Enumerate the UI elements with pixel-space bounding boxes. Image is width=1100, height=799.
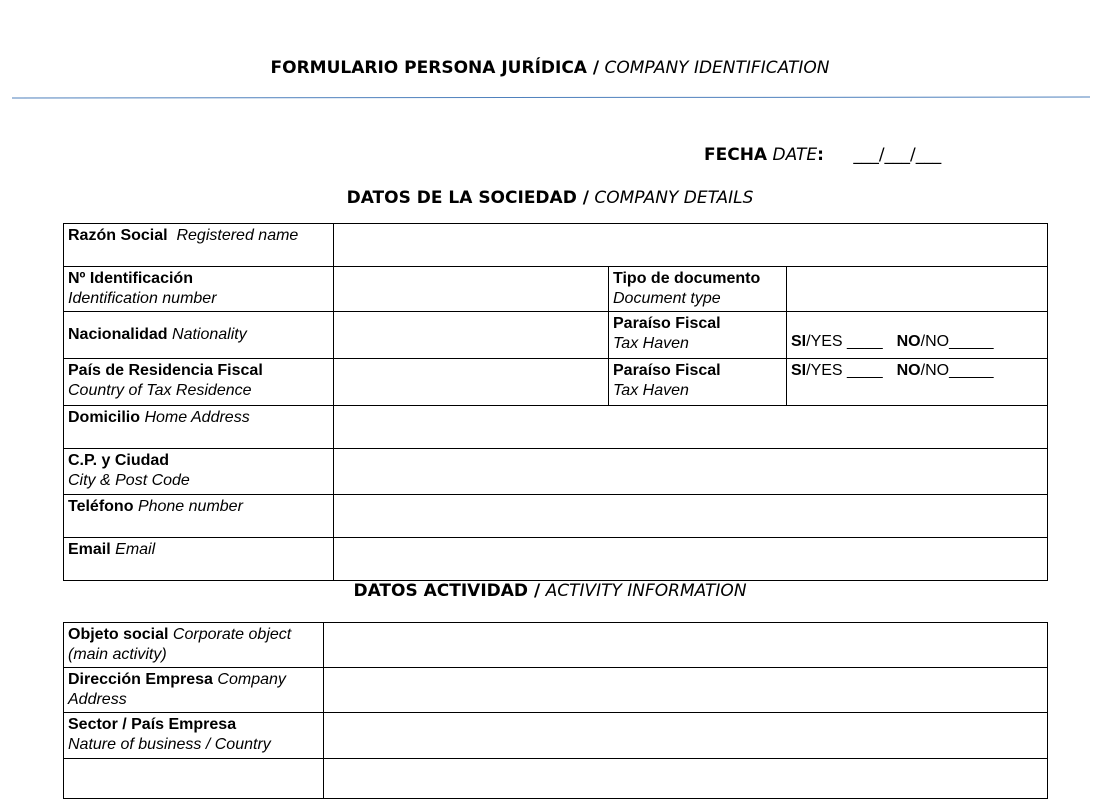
tax-haven-yes-no[interactable]: SI/YES ____ NO/NO_____ [787, 359, 1048, 406]
date-colon: : [817, 145, 824, 165]
header-divider [12, 97, 1090, 99]
registered-name-field[interactable] [334, 224, 1048, 267]
nationality-field[interactable] [334, 312, 609, 359]
activity-info-table [63, 622, 1048, 799]
form-title [0, 58, 1100, 78]
table-row [64, 267, 1048, 312]
table-row [64, 713, 1048, 759]
table-row [64, 668, 1048, 713]
city-post-label: C.P. y Ciudad City & Post Code [64, 449, 334, 495]
company-details-table [63, 223, 1048, 581]
phone-label: Teléfono Phone number [64, 495, 334, 538]
registered-name-label: Razón Social Registered name [64, 224, 334, 267]
company-details-heading [0, 188, 1100, 208]
tax-residence-field[interactable] [334, 359, 609, 406]
form-title-en: COMPANY IDENTIFICATION [604, 58, 830, 78]
sector-country-field[interactable] [324, 713, 1048, 759]
tax-haven-label: Paraíso Fiscal Tax Haven [609, 359, 787, 406]
sector-country-label: Sector / País Empresa Nature of business / Country [64, 713, 324, 759]
identification-field[interactable] [334, 267, 609, 312]
home-address-label: Domicilio Home Address [64, 406, 334, 449]
company-details-heading-en: COMPANY DETAILS [594, 188, 754, 208]
tax-haven-yes-no[interactable]: SI/YES ____ NO/NO_____ [787, 312, 1048, 359]
table-row [64, 449, 1048, 495]
document-type-label: Tipo de documento Document type [609, 267, 787, 312]
table-row [64, 495, 1048, 538]
email-label: Email Email [64, 538, 334, 581]
table-row [64, 538, 1048, 581]
date-label-es: FECHA [704, 145, 768, 165]
next-row-field[interactable] [324, 759, 1048, 799]
identification-label: Nº Identificación Identification number [64, 267, 334, 312]
activity-info-heading-es: DATOS ACTIVIDAD / [353, 581, 541, 601]
activity-info-heading [0, 581, 1100, 601]
form-title-es: FORMULARIO PERSONA JURÍDICA / [270, 58, 600, 78]
phone-field[interactable] [334, 495, 1048, 538]
company-address-field[interactable] [324, 668, 1048, 713]
date-blanks[interactable]: ___/___/___ [853, 145, 942, 165]
next-row-label [64, 759, 324, 799]
table-row [64, 312, 1048, 359]
company-address-label: Dirección Empresa Company Address [64, 668, 324, 713]
document-type-field[interactable] [787, 267, 1048, 312]
table-row [64, 623, 1048, 668]
company-details-heading-es: DATOS DE LA SOCIEDAD / [346, 188, 589, 208]
home-address-field[interactable] [334, 406, 1048, 449]
corporate-object-label: Objeto social Corporate object (main activity) [64, 623, 324, 668]
email-field[interactable] [334, 538, 1048, 581]
tax-residence-label: País de Residencia Fiscal Country of Tax Residence [64, 359, 334, 406]
table-row [64, 224, 1048, 267]
table-row [64, 759, 1048, 799]
table-row [64, 406, 1048, 449]
date-label-en: DATE [772, 145, 818, 165]
date-field [704, 145, 941, 165]
tax-haven-label: Paraíso Fiscal Tax Haven [609, 312, 787, 359]
city-post-field[interactable] [334, 449, 1048, 495]
corporate-object-field[interactable] [324, 623, 1048, 668]
table-row [64, 359, 1048, 406]
nationality-label: Nacionalidad Nationality [64, 312, 334, 359]
activity-info-heading-en: ACTIVITY INFORMATION [545, 581, 747, 601]
